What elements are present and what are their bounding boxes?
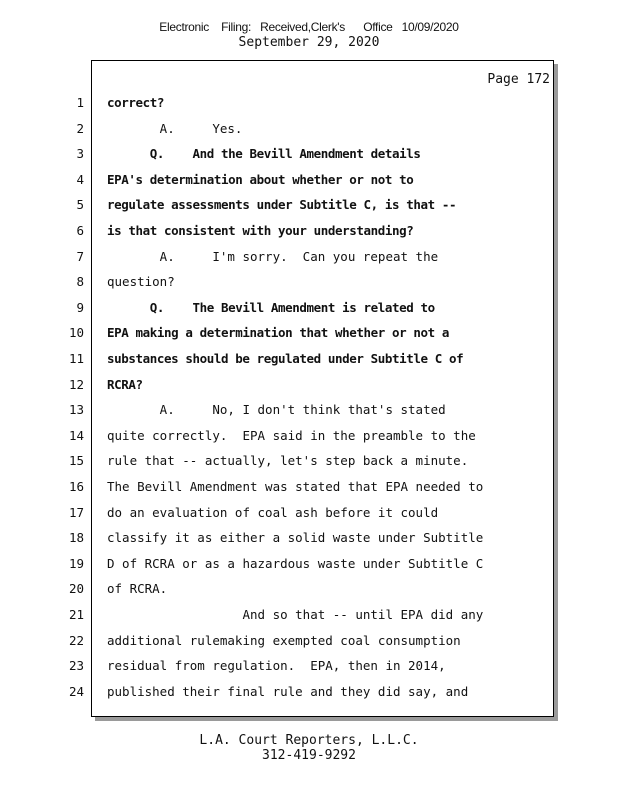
transcript-line: EPA's determination about whether or not to (107, 172, 414, 187)
line-number: 22 (68, 633, 84, 648)
transcript-line: substances should be regulated under Subtitle C of (107, 351, 464, 366)
line-number: 18 (68, 530, 84, 545)
line-number: 10 (68, 325, 84, 340)
line-number: 16 (68, 479, 84, 494)
line-number: 21 (68, 607, 84, 622)
line-number: 20 (68, 581, 84, 596)
transcript-line: rule that -- actually, let's step back a minute. (107, 453, 469, 468)
line-number: 24 (68, 684, 84, 699)
transcript-line: Q. And the Bevill Amendment details (107, 146, 421, 161)
transcript-line: RCRA? (107, 377, 143, 392)
line-number: 13 (68, 402, 84, 417)
transcript-line: correct? (107, 95, 165, 110)
line-number: 11 (68, 351, 84, 366)
electronic-filing-stamp: Electronic Filing: Received,Clerk's Office 10/09/2020 (159, 20, 459, 34)
transcript-line: A. Yes. (107, 121, 243, 136)
transcript-line: And so that -- until EPA did any (107, 607, 484, 622)
transcript-line: regulate assessments under Subtitle C, is that -- (107, 197, 457, 212)
line-number: 3 (76, 146, 84, 161)
transcript-line: is that consistent with your understanding? (107, 223, 414, 238)
transcript-line: published their final rule and they did say, and (107, 684, 469, 699)
line-number: 5 (76, 197, 84, 212)
line-number: 8 (76, 274, 84, 289)
transcript-line: A. I'm sorry. Can you repeat the (107, 249, 439, 264)
line-number: 4 (76, 172, 84, 187)
transcript-date: September 29, 2020 (238, 35, 380, 50)
page-number: Page 172 (487, 72, 550, 87)
line-number: 23 (68, 658, 84, 673)
transcript-line: quite correctly. EPA said in the preamble to the (107, 428, 476, 443)
line-number: 19 (68, 556, 84, 571)
reporter-phone: 312-419-9292 (262, 748, 356, 763)
transcript-line: question? (107, 274, 175, 289)
transcript-line: EPA making a determination that whether or not a (107, 325, 450, 340)
transcript-line: A. No, I don't think that's stated (107, 402, 446, 417)
transcript-line: residual from regulation. EPA, then in 2014, (107, 658, 446, 673)
line-number: 15 (68, 453, 84, 468)
line-number: 14 (68, 428, 84, 443)
transcript-line: Q. The Bevill Amendment is related to (107, 300, 435, 315)
line-number: 9 (76, 300, 84, 315)
transcript-line: D of RCRA or as a hazardous waste under Subtitle C (107, 556, 484, 571)
line-number: 1 (76, 95, 84, 110)
line-number: 12 (68, 377, 84, 392)
line-number: 2 (76, 121, 84, 136)
line-number: 6 (76, 223, 84, 238)
line-number: 17 (68, 505, 84, 520)
line-number: 7 (76, 249, 84, 264)
transcript-line: do an evaluation of coal ash before it could (107, 505, 439, 520)
transcript-line: additional rulemaking exempted coal consumption (107, 633, 461, 648)
transcript-line: of RCRA. (107, 581, 168, 596)
transcript-line: The Bevill Amendment was stated that EPA needed to (107, 479, 484, 494)
reporter-company: L.A. Court Reporters, L.L.C. (199, 733, 419, 748)
transcript-line: classify it as either a solid waste under Subtitle (107, 530, 484, 545)
